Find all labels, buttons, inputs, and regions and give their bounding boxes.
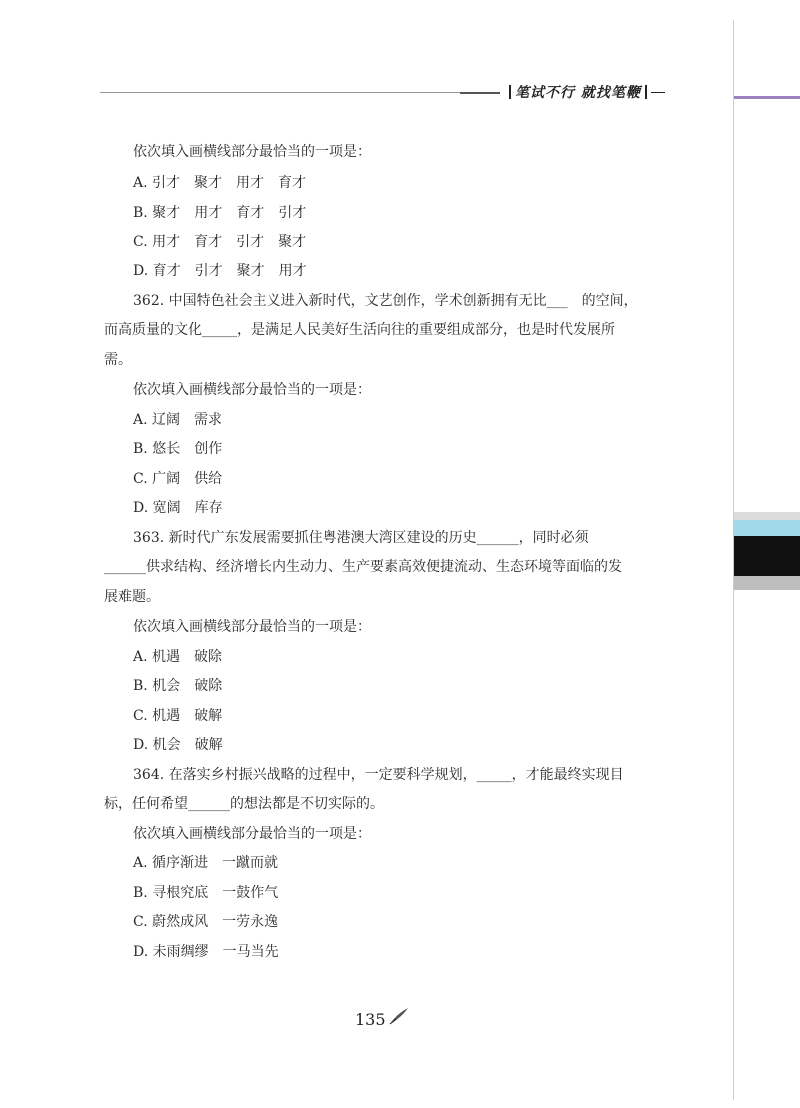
page-number: 135 — [355, 1010, 386, 1029]
question-363-text: 363. 新时代广东发展需要抓住粤港澳大湾区建设的历史______，同时必须 — [133, 530, 589, 546]
question-362-text-end: 需。 — [104, 352, 132, 368]
question-362-option-b: B. 悠长 创作 — [133, 441, 223, 457]
question-362-option-d: D. 宽阔 库存 — [133, 500, 223, 516]
question-363-text-end: 展难题。 — [104, 589, 160, 605]
header-rule-accent — [460, 92, 500, 94]
edge-tab-gray-lower — [734, 576, 800, 590]
running-header — [505, 82, 665, 102]
header-divider-left — [509, 85, 511, 99]
question-363-option-a: A. 机遇 破除 — [133, 649, 223, 665]
header-rule — [100, 92, 500, 93]
question-362-option-c: C. 广阔 供给 — [133, 471, 223, 487]
question-364-option-d: D. 未雨绸缪 一马当先 — [133, 944, 279, 960]
option-a: A. 引才 聚才 用才 育才 — [133, 175, 307, 191]
header-slogan: 笔试不行 就找笔鞭 — [515, 85, 641, 101]
quill-pen-icon — [388, 1006, 410, 1026]
header-divider-right — [645, 85, 647, 99]
question-364-option-a: A. 循序渐进 一蹴而就 — [133, 855, 279, 871]
question-363-option-d: D. 机会 破解 — [133, 737, 223, 753]
question-362-text: 362. 中国特色社会主义进入新时代，文艺创作，学术创新拥有无比___ 的空间， — [133, 293, 638, 309]
option-b: B. 聚才 用才 育才 引才 — [133, 205, 307, 221]
edge-tab-purple — [734, 96, 800, 99]
question-363-option-c: C. 机遇 破解 — [133, 708, 223, 724]
header-tail-rule — [651, 92, 665, 93]
option-d: D. 育才 引才 聚才 用才 — [133, 263, 307, 279]
question-362-prompt: 依次填入画横线部分最恰当的一项是： — [133, 382, 371, 398]
question-364-text-cont: 标，任何希望______的想法都是不切实际的。 — [104, 796, 384, 812]
question-364-prompt: 依次填入画横线部分最恰当的一项是： — [133, 826, 371, 842]
question-362-option-a: A. 辽阔 需求 — [133, 412, 223, 428]
question-364-text: 364. 在落实乡村振兴战略的过程中，一定要科学规划，_____，才能最终实现目 — [133, 767, 624, 783]
question-364-option-b: B. 寻根究底 一鼓作气 — [133, 885, 279, 901]
edge-tab-cyan — [734, 520, 800, 536]
edge-tab-gray — [734, 512, 800, 520]
edge-tab-black — [734, 536, 800, 576]
option-c: C. 用才 育才 引才 聚才 — [133, 234, 307, 250]
question-363-text-cont: ______供求结构、经济增长内生动力、生产要素高效便捷流动、生态环境等面临的发 — [104, 559, 622, 575]
question-363-prompt: 依次填入画横线部分最恰当的一项是： — [133, 619, 371, 635]
question-prompt: 依次填入画横线部分最恰当的一项是： — [133, 144, 371, 160]
question-364-option-c: C. 蔚然成风 一劳永逸 — [133, 914, 279, 930]
question-363-option-b: B. 机会 破除 — [133, 678, 223, 694]
question-362-text-cont: 而高质量的文化_____，是满足人民美好生活向往的重要组成部分，也是时代发展所 — [104, 322, 615, 338]
